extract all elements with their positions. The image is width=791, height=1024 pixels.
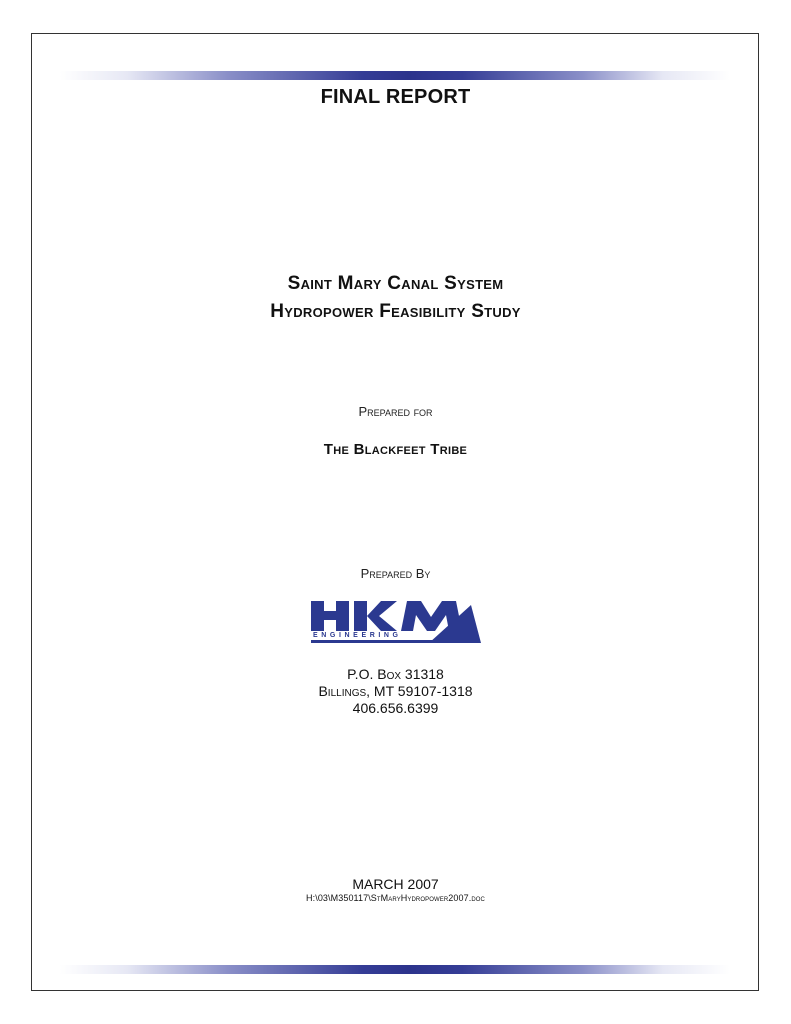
address-phone: 406.656.6399 — [352, 700, 439, 716]
hkm-engineering-logo — [311, 599, 481, 645]
address-po-box: P.O. Box 31318 — [347, 666, 444, 682]
top-decorative-bar — [60, 71, 730, 80]
page-frame — [31, 33, 759, 991]
prepared-by-label: Prepared By — [360, 566, 431, 581]
svg-text:ENGINEERING: ENGINEERING — [313, 632, 402, 639]
client-name: The Blackfeet Tribe — [323, 441, 468, 458]
report-date: MARCH 2007 — [352, 876, 439, 892]
bottom-decorative-bar — [60, 965, 730, 974]
report-type-heading: FINAL REPORT — [320, 86, 471, 108]
file-path: H:\03\M350117\StMaryHydropower2007.doc — [306, 893, 485, 903]
title-line-2: Hydropower Feasibility Study — [270, 301, 521, 322]
title-line-1: Saint Mary Canal System — [287, 273, 504, 294]
prepared-for-label: Prepared for — [358, 404, 433, 419]
address-city: Billings, MT 59107-1318 — [318, 683, 473, 699]
